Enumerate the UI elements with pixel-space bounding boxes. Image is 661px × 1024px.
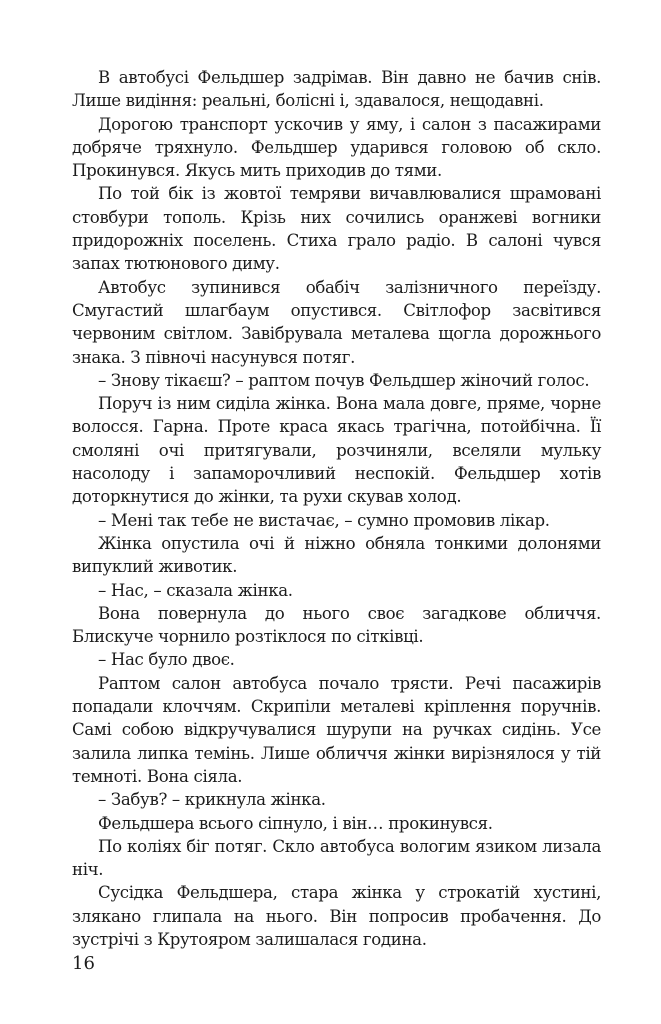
paragraph: Жінка опустила очі й ніжно обняла тонкими долонями випуклий животик. bbox=[72, 533, 601, 577]
paragraph: По той бік із жовтої темряви вичавлювалися шрамовані стовбури тополь. Крізь них сочились оранжеві вогники придорожніх поселень. Стиха грало радіо. В салоні чувся запах тютюнового диму. bbox=[72, 184, 601, 274]
paragraph: Вона повернула до нього своє загадкове обличчя. Блискуче чорнило розтіклося по сітківці. bbox=[72, 603, 601, 647]
paragraph: – Нас було двоє. bbox=[98, 650, 235, 670]
paragraph: Дорогою транспорт ускочив у яму, і салон з пасажирами добряче тряхнуло. Фельдшер ударився головою об скло. Прокинувся. Якусь мить приходив до тями. bbox=[72, 114, 601, 181]
page-body bbox=[72, 66, 601, 951]
paragraph: Поруч із ним сиділа жінка. Вона мала довге, пряме, чорне волосся. Гарна. Проте краса якась трагічна, потойбічна. Її смоляні очі притягували, розчиняли, вселяли мульку насолоду і запаморочливий неспокій. Фельдшер хотів доторкнутися до жінки, та рухи скував холод. bbox=[72, 394, 601, 507]
paragraph: – Мені так тебе не вистачає, – сумно промовив лікар. bbox=[98, 510, 550, 530]
paragraph: – Нас, – сказала жінка. bbox=[98, 580, 293, 600]
paragraph: – Забув? – крикнула жінка. bbox=[98, 790, 326, 810]
paragraph: Автобус зупинився обабіч залізничного переїзду. Смугастий шлагбаум опустився. Світлофор засвітився червоним світлом. Завібрувала металева щогла дорожнього знака. З півночі насунувся потяг. bbox=[72, 277, 601, 367]
paragraph: По коліях біг потяг. Скло автобуса вологим язиком лизала ніч. bbox=[72, 836, 601, 880]
paragraph: Сусідка Фельдшера, стара жінка у строкатій хустині, злякано глипала на нього. Він попросив пробачення. До зустрічі з Крутояром залишалася година. bbox=[72, 883, 601, 949]
page-number: 16 bbox=[72, 953, 95, 974]
paragraph: Фельдшера всього сіпнуло, і він… прокинувся. bbox=[98, 813, 493, 833]
paragraph: В автобусі Фельдшер задрімав. Він давно не бачив снів. Лише видіння: реальні, болісні і, здавалося, нещодавні. bbox=[72, 68, 601, 111]
paragraph: – Знову тікаєш? – раптом почув Фельдшер жіночий голос. bbox=[98, 370, 590, 390]
paragraph: Раптом салон автобуса почало трясти. Речі пасажирів попадали клоччям. Скрипіли металеві кріплення поручнів. Самі собою відкручувалися шурупи на ручках сидінь. Усе залила липка темінь. Лише обличчя жінки вирізнялося у тій темноті. Вона сіяла. bbox=[72, 673, 601, 786]
